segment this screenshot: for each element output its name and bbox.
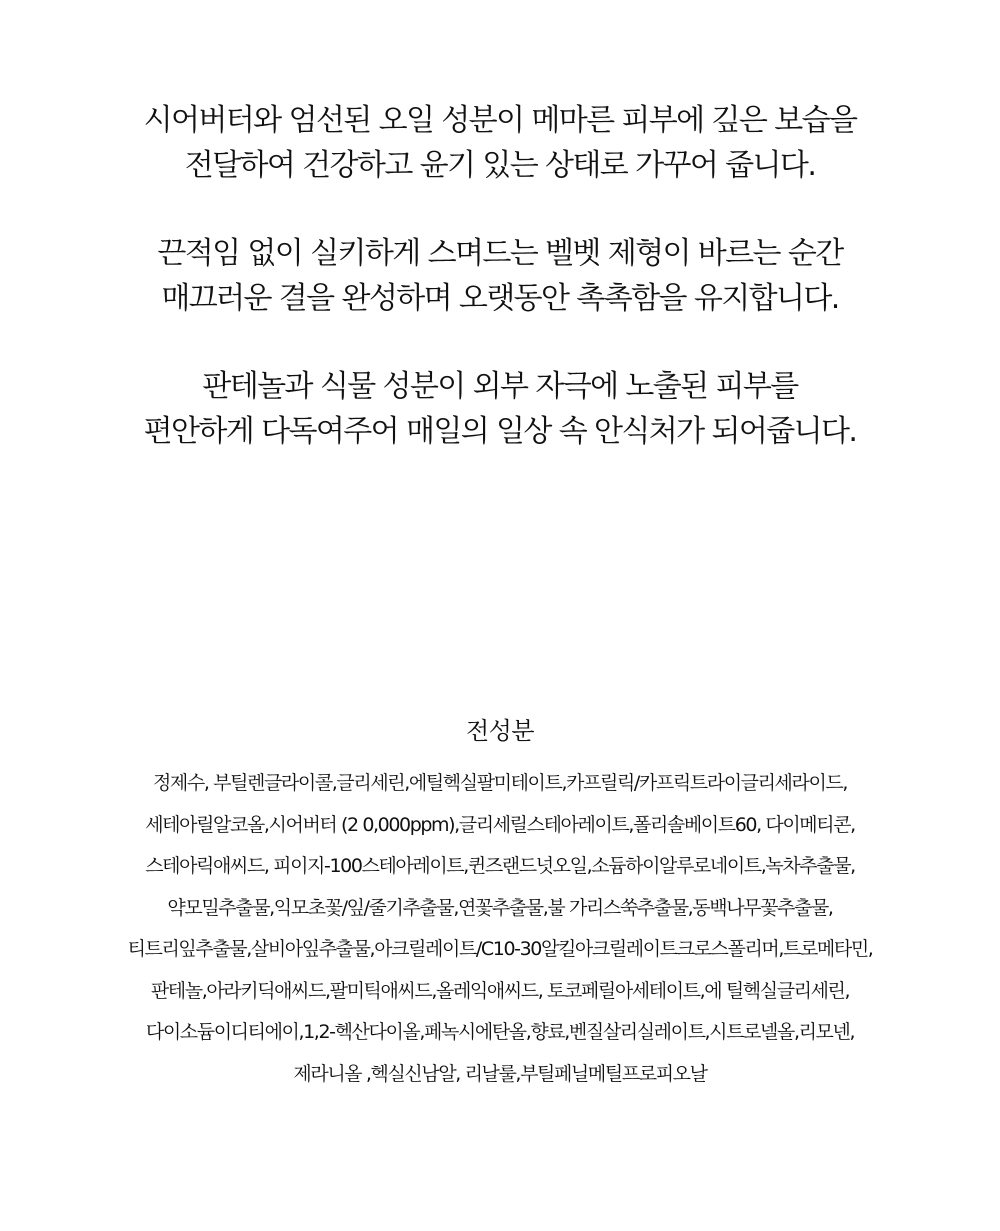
- full-ingredients-section: [0, 706, 1000, 1095]
- product-description: [0, 98, 1000, 454]
- ingredient-list-line: 세테아릴알코올,시어버터 (2 0,000ppm),글리세릴스테아레이트,폴리솔베이트60, 다이메티콘,: [145, 813, 855, 836]
- description-line: 판테놀과 식물 성분이 외부 자극에 노출된 피부를: [202, 369, 798, 404]
- ingredients-title: 전성분: [465, 717, 535, 745]
- ingredient-list-line: 티트리잎추출물,살비아잎추출물,아크릴레이트/C10-30알킬아크릴레이트크로스폴리머,트로메타민,: [127, 938, 873, 960]
- description-paragraph-texture: [0, 231, 1000, 321]
- ingredient-list-line: 정제수, 부틸렌글라이콜,글리세린,에틸헥실팔미테이트,카프릴릭/카프릭트라이글리세라이드,: [152, 772, 848, 794]
- ingredient-list-line: 판테놀,아라키딕애씨드,팔미틱애씨드,올레익애씨드, 토코페릴아세테이트,에 틸헥실글리세린,: [150, 979, 850, 1002]
- description-line: 매끄러운 결을 완성하며 오랫동안 촉촉함을 유지합니다.: [161, 281, 839, 316]
- description-paragraph-soothing: [0, 364, 1000, 454]
- description-line: 끈적임 없이 실키하게 스며드는 벨벳 제형이 바르는 순간: [157, 236, 843, 271]
- description-line: 편안하게 다독여주어 매일의 일상 속 안식처가 되어줍니다.: [143, 414, 857, 449]
- ingredient-list-line: 다이소듐이디티에이,1,2-헥산다이올,페녹시에탄올,향료,벤질살리실레이트,시트로넬올,리모넨,: [145, 1021, 855, 1043]
- description-line: 시어버터와 엄선된 오일 성분이 메마른 피부에 깊은 보습을: [143, 103, 857, 138]
- ingredient-list-line: 약모밀추출물,익모초꽃/잎/줄기추출물,연꽃추출물,불 가리스쑥추출물,동백나무꽃추출물,: [167, 896, 833, 919]
- description-line: 전달하여 건강하고 윤기 있는 상태로 가꾸어 줍니다.: [184, 148, 816, 183]
- ingredient-list-line: 스테아릭애씨드, 피이지-100스테아레이트,퀸즈랜드넛오일,소듐하이알루로네이트,녹차추출물,: [145, 855, 855, 877]
- description-paragraph-moisture: [0, 98, 1000, 188]
- ingredient-list-line: 제라니올 ,헥실신남알, 리날룰,부틸페닐메틸프로피오날: [293, 1062, 707, 1085]
